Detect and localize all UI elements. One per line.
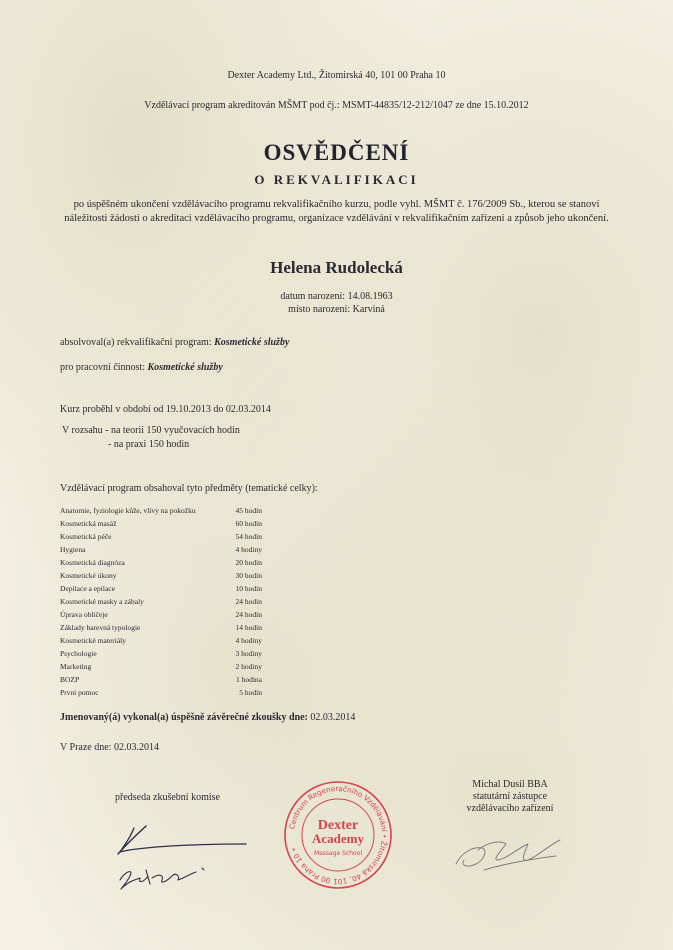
- subject-hours: 4 hodiny: [235, 636, 262, 645]
- activity-value: Kosmetické služby: [147, 362, 223, 373]
- activity-line: [60, 362, 223, 373]
- subject-hours: 60 hodin: [235, 519, 262, 528]
- course-scope: [60, 424, 240, 452]
- program-value: Kosmetické služby: [214, 337, 290, 348]
- subject-hours: 54 hodin: [235, 532, 262, 541]
- stamp-line-1: Dexter: [317, 818, 359, 833]
- stamp-line-3: Massage School: [313, 850, 363, 857]
- subject-row: [60, 517, 270, 530]
- course-period: Kurz proběhl v období od 19.10.2013 do 02.03.2014: [60, 404, 271, 415]
- subject-name: Kosmetické materiály: [60, 636, 127, 645]
- subject-name: Kosmetická péče: [60, 532, 112, 541]
- certificate-subtitle: O REKVALIFIKACI: [254, 172, 419, 187]
- subject-row: [60, 660, 270, 673]
- subject-name: Základy barevná typologie: [60, 623, 141, 632]
- birth-date: 14.08.1963: [347, 291, 393, 302]
- subject-row: [60, 634, 270, 647]
- subject-name: Psychologie: [60, 649, 97, 658]
- birth-place: Karviná: [352, 304, 385, 315]
- director-role-1: statutární zástupce: [472, 791, 548, 802]
- subject-hours: 5 hodin: [239, 688, 262, 697]
- subject-row: [60, 582, 270, 595]
- director-block: [440, 779, 580, 815]
- stamp-ring-text: Centrum Regeneračního Vzdělávání • Žitomirská 40, 101 00 Praha 10 •: [287, 783, 390, 887]
- subject-hours: 24 hodin: [235, 610, 262, 619]
- program-line: [60, 337, 289, 348]
- subject-row: [60, 686, 270, 699]
- subject-hours: 24 hodin: [235, 597, 262, 606]
- subject-row: [60, 621, 270, 634]
- subjects-heading: Vzdělávací program obsahoval tyto předměty (tematické celky):: [60, 483, 318, 494]
- subject-row: [60, 543, 270, 556]
- subject-hours: 4 hodiny: [235, 545, 262, 554]
- subject-name: Úprava obličeje: [60, 610, 108, 619]
- subjects-table: [60, 504, 270, 699]
- subject-row: [60, 608, 270, 621]
- subject-hours: 20 hodin: [235, 558, 262, 567]
- subject-hours: 10 hodin: [235, 584, 262, 593]
- subject-name: Anatomie, fyziologie kůže, vlivy na pokožku: [60, 506, 196, 515]
- subject-hours: 30 hodin: [235, 571, 262, 580]
- chair-signature: [100, 818, 250, 900]
- subject-hours: 14 hodin: [235, 623, 262, 632]
- subject-name: Kosmetické masky a zábaly: [60, 597, 144, 606]
- scope-practice: - na praxi 150 hodin: [108, 439, 190, 450]
- director-signature: [448, 830, 568, 880]
- subject-row: [60, 673, 270, 686]
- certificate-title: OSVĚDČENÍ: [263, 140, 410, 165]
- academy-stamp: [282, 779, 394, 891]
- exam-label: Jmenovaný(á) vykonal(a) úspěšně závěrečné zkoušky dne:: [60, 712, 308, 723]
- subject-row: [60, 556, 270, 569]
- subject-name: BOZP: [60, 675, 80, 684]
- intro-paragraph: po úspěšném ukončení vzdělávacího programu rekvalifikačního kurzu, podle vyhl. MŠMT č. 176/2009 Sb., kterou se stanoví náležitosti žádosti o akreditaci vzdělávacího programu, organizace vzdělávání v rekvalifikačním zařízení a způsob jeho ukončení.: [64, 199, 609, 224]
- subject-hours: 1 hodina: [235, 675, 262, 684]
- place-date: V Praze dne: 02.03.2014: [60, 742, 159, 753]
- subject-hours: 3 hodiny: [235, 649, 262, 658]
- subject-name: První pomoc: [60, 688, 99, 697]
- exam-line: [60, 712, 355, 723]
- scope-theory: V rozsahu - na teorii 150 vyučovacích hodin: [62, 425, 240, 436]
- program-label: absolvoval(a) rekvalifikační program:: [60, 337, 212, 348]
- director-role-2: vzdělávacího zařízení: [466, 803, 554, 814]
- birth-place-line: [0, 303, 673, 316]
- chair-signature-label: předseda zkušební komise: [115, 792, 220, 803]
- activity-label: pro pracovní činnost:: [60, 362, 145, 373]
- subject-name: Kosmetická diagnóza: [60, 558, 125, 567]
- birth-date-line: [0, 290, 673, 303]
- subject-row: [60, 569, 270, 582]
- subject-row: [60, 530, 270, 543]
- subject-row: [60, 595, 270, 608]
- exam-date: 02.03.2014: [310, 712, 356, 723]
- subject-name: Depilace a epilace: [60, 584, 115, 593]
- accreditation-line: Vzdělávací program akreditován MŠMT pod čj.: MSMT-44835/12-212/1047 ze dne 15.10.2012: [144, 100, 529, 111]
- subject-hours: 45 hodin: [235, 506, 262, 515]
- birth-info: [0, 290, 673, 316]
- director-name: Michal Dusil BBA: [472, 779, 548, 790]
- stamp-line-2: Academy: [312, 831, 364, 846]
- holder-name: Helena Rudolecká: [270, 258, 403, 277]
- subject-name: Marketing: [60, 662, 92, 671]
- birth-date-label: datum narození:: [280, 291, 346, 302]
- subject-name: Hygiena: [60, 545, 86, 554]
- subject-hours: 2 hodiny: [235, 662, 262, 671]
- issuer-header: Dexter Academy Ltd., Žitomirská 40, 101 00 Praha 10: [227, 70, 446, 81]
- subject-row: [60, 504, 270, 517]
- birth-place-label: místo narození:: [288, 304, 351, 315]
- subject-row: [60, 647, 270, 660]
- subject-name: Kosmetická masáž: [60, 519, 117, 528]
- subject-name: Kosmetické úkony: [60, 571, 117, 580]
